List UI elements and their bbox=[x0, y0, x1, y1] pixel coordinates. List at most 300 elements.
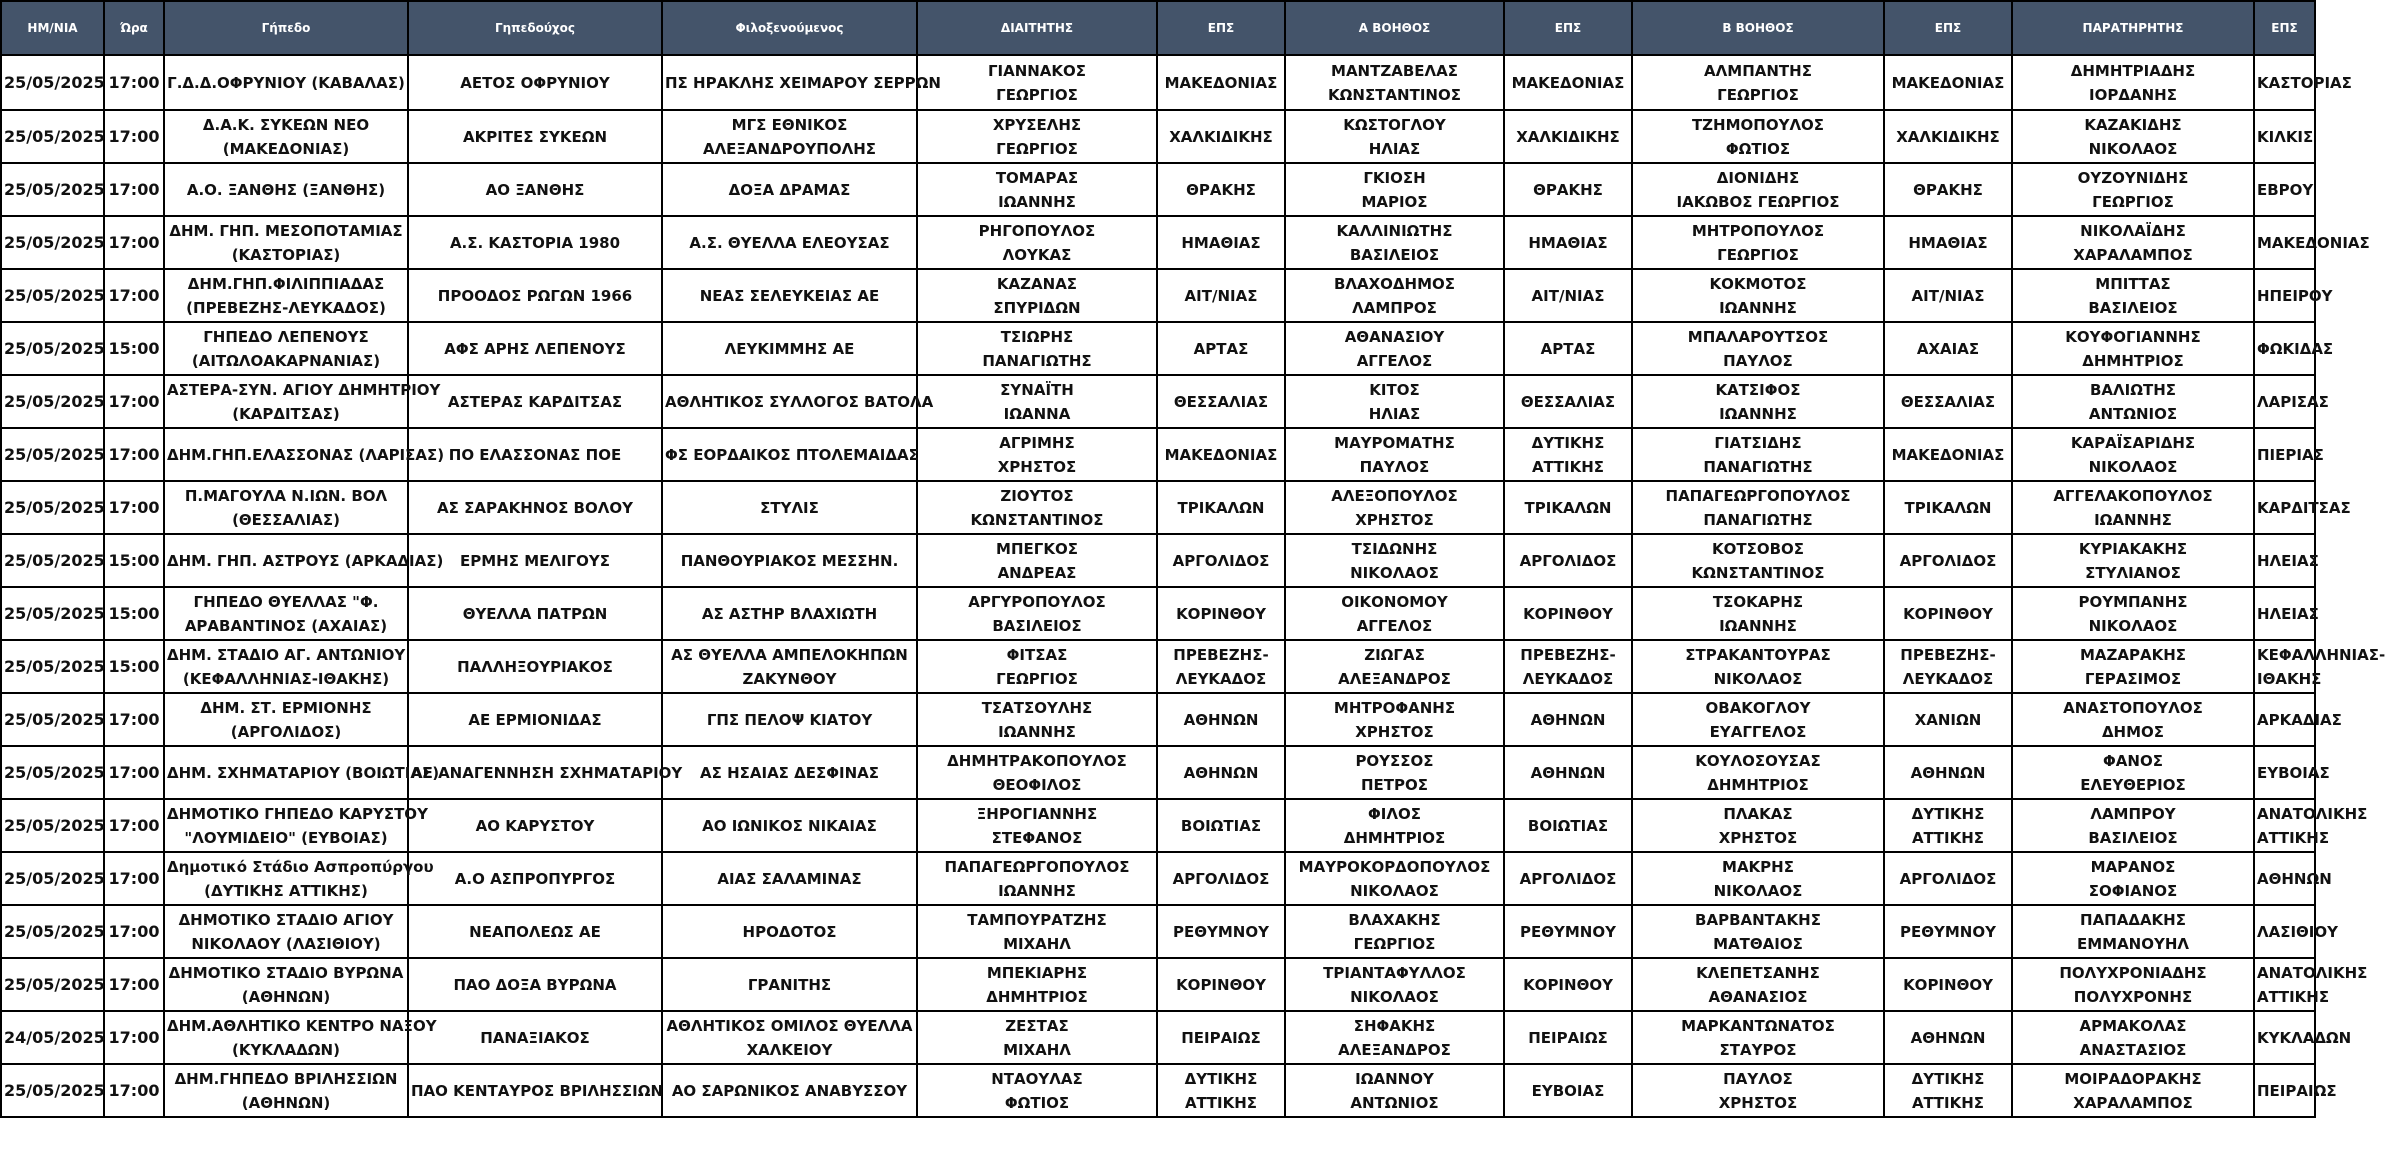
cell-referee bbox=[917, 428, 1157, 481]
cell-observer-eps bbox=[2254, 163, 2315, 216]
cell-line: ΓΕΩΡΓΙΟΣ bbox=[996, 669, 1078, 688]
cell-line: ΣΥΝΑΪΤΗ bbox=[1000, 380, 1074, 399]
cell-away-team bbox=[662, 958, 917, 1011]
cell-line: ΠΑΝΑΓΙΩΤΗΣ bbox=[1703, 510, 1813, 529]
cell-date: 25/05/2025 bbox=[1, 852, 104, 905]
cell-line: ΧΡΗΣΤΟΣ bbox=[1355, 722, 1434, 741]
cell-date: 25/05/2025 bbox=[1, 481, 104, 534]
cell-referee bbox=[917, 958, 1157, 1011]
cell-date: 25/05/2025 bbox=[1, 269, 104, 322]
cell-line: ΛΑΜΠΡΟΣ bbox=[1352, 298, 1437, 317]
cell-line: ΓΙΑΝΝΑΚΟΣ bbox=[987, 61, 1087, 80]
cell-line: ΠΡΕΒΕΖΗΣ- bbox=[1900, 645, 1996, 664]
cell-line: ΚΕΦΑΛΛΗΝΙΑΣ- bbox=[2257, 645, 2385, 664]
cell-referee bbox=[917, 1011, 1157, 1064]
cell-date: 24/05/2025 bbox=[1, 1011, 104, 1064]
cell-line: ΖΕΣΤΑΣ bbox=[1005, 1016, 1069, 1035]
cell-stadium bbox=[164, 1011, 437, 1064]
cell-time: 17:00 bbox=[104, 1064, 164, 1117]
cell-line: ΒΛΑΧΑΚΗΣ bbox=[1348, 910, 1441, 929]
cell-stadium bbox=[164, 534, 444, 587]
cell-referee-eps bbox=[1157, 693, 1285, 746]
cell-date: 25/05/2025 bbox=[1, 1064, 104, 1117]
cell-line: ΕΒΡΟΥ bbox=[2257, 180, 2314, 199]
cell-line: ΑΘΗΝΩΝ bbox=[1530, 763, 1606, 782]
cell-line: ΜΑΚΕΔΟΝΙΑΣ bbox=[1891, 73, 2005, 92]
cell-home-team bbox=[408, 799, 662, 852]
cell-assistant-b-eps bbox=[1884, 55, 2012, 110]
cell-line: ΘΕΣΣΑΛΙΑΣ bbox=[1173, 392, 1269, 411]
cell-observer bbox=[2012, 163, 2254, 216]
cell-line: ΕΥΑΓΓΕΛΟΣ bbox=[1709, 722, 1807, 741]
cell-referee bbox=[917, 693, 1157, 746]
cell-line: ΑΓΓΕΛΟΣ bbox=[1356, 616, 1433, 635]
cell-line: ΚΑΛΛΙΝΙΩΤΗΣ bbox=[1336, 221, 1453, 240]
cell-line: ΦΑΝΟΣ bbox=[2103, 751, 2163, 770]
cell-assistant-a bbox=[1285, 269, 1504, 322]
cell-line: ΝΙΚΟΛΑΟΣ bbox=[1713, 669, 1803, 688]
cell-assistant-b bbox=[1632, 587, 1884, 640]
cell-home-team bbox=[408, 587, 662, 640]
cell-line: ΔΗΜΟΣ bbox=[2101, 722, 2165, 741]
cell-line: ΝΙΚΟΛΑΟΣ bbox=[1713, 881, 1803, 900]
cell-assistant-a-eps bbox=[1504, 269, 1632, 322]
cell-line: Α.Ο. ΞΑΝΘΗΣ (ΞΑΝΘΗΣ) bbox=[186, 180, 386, 199]
cell-line: ΓΠΣ ΠΕΛΟΨ ΚΙΑΤΟΥ bbox=[706, 710, 873, 729]
cell-away-team bbox=[662, 640, 917, 693]
cell-line: ΚΑΡΔΙΤΣΑΣ bbox=[2257, 498, 2351, 517]
cell-line: ΔΗΜ. ΣΤΑΔΙΟ ΑΓ. ΑΝΤΩΝΙΟΥ bbox=[167, 645, 406, 664]
cell-line: ΑΡΓΟΛΙΔΟΣ bbox=[1899, 869, 1997, 888]
cell-assistant-a bbox=[1285, 110, 1504, 163]
cell-line: ΚΥΚΛΑΔΩΝ bbox=[2257, 1028, 2352, 1047]
cell-line: ΣΤΕΦΑΝΟΣ bbox=[991, 828, 1083, 847]
column-header-referee-eps: ΕΠΣ bbox=[1157, 1, 1285, 55]
cell-assistant-a bbox=[1285, 375, 1504, 428]
cell-line: ΑΘΗΝΩΝ bbox=[1910, 1028, 1986, 1047]
cell-line: ΓΕΩΡΓΙΟΣ bbox=[1353, 934, 1436, 953]
cell-line: ΚΑΤΣΙΦΟΣ bbox=[1715, 380, 1801, 399]
cell-time: 15:00 bbox=[104, 640, 164, 693]
cell-line: ΣΤΥΛΙΑΝΟΣ bbox=[2085, 563, 2181, 582]
cell-assistant-a-eps bbox=[1504, 1064, 1632, 1117]
cell-line: ΕΥΒΟΙΑΣ bbox=[1531, 1081, 1605, 1100]
cell-line: ΑΤΤΙΚΗΣ bbox=[1531, 457, 1605, 476]
cell-date: 25/05/2025 bbox=[1, 799, 104, 852]
cell-line: (ΚΑΣΤΟΡΙΑΣ) bbox=[231, 245, 341, 264]
cell-line: ΙΩΑΝΝΗΣ bbox=[1719, 404, 1797, 423]
cell-referee-eps bbox=[1157, 55, 1285, 110]
cell-line: ΑΕ ΑΝΑΓΕΝΝΗΣΗ ΣΧΗΜΑΤΑΡΙΟΥ bbox=[411, 763, 683, 782]
cell-line: ΑΣΤΕΡΑ-ΣΥΝ. ΑΓΙΟΥ ΔΗΜΗΤΡΙΟΥ bbox=[167, 380, 441, 399]
cell-date: 25/05/2025 bbox=[1, 428, 104, 481]
table-row bbox=[1, 587, 2315, 640]
cell-line: (ΚΥΚΛΑΔΩΝ) bbox=[232, 1040, 340, 1059]
cell-line: ΛΑΡΙΣΑΣ bbox=[2257, 392, 2329, 411]
cell-line: ΟΒΑΚΟΓΛΟΥ bbox=[1705, 698, 1811, 717]
cell-line: ΚΟΤΣΟΒΟΣ bbox=[1711, 539, 1805, 558]
cell-line: ΡΟΥΜΠΑΝΗΣ bbox=[2078, 592, 2188, 611]
cell-referee bbox=[917, 216, 1157, 269]
cell-line: ΔΗΜΟΤΙΚΟ ΣΤΑΔΙΟ ΑΓΙΟΥ bbox=[178, 910, 394, 929]
cell-referee-eps bbox=[1157, 322, 1285, 375]
cell-line: ΝΙΚΟΛΑΟΥ (ΛΑΣΙΘΙΟΥ) bbox=[191, 934, 381, 953]
cell-line: ΠΑΥΛΟΣ bbox=[1723, 351, 1793, 370]
cell-line: ΑΙΑΣ ΣΑΛΑΜΙΝΑΣ bbox=[717, 869, 862, 888]
header-row bbox=[1, 1, 2315, 55]
cell-line: ΚΑΣΤΟΡΙΑΣ bbox=[2257, 73, 2352, 92]
cell-line: ΝΙΚΟΛΑΟΣ bbox=[2088, 616, 2178, 635]
cell-observer-eps bbox=[2254, 322, 2334, 375]
cell-line: ΔΥΤΙΚΗΣ bbox=[1911, 1069, 1985, 1088]
cell-assistant-a bbox=[1285, 799, 1504, 852]
cell-referee bbox=[917, 1064, 1157, 1117]
cell-line: ΠΟΛΥΧΡΟΝΙΑΔΗΣ bbox=[2059, 963, 2207, 982]
cell-away-team bbox=[662, 852, 917, 905]
cell-line: ΝΕΑΣ ΣΕΛΕΥΚΕΙΑΣ ΑΕ bbox=[699, 286, 880, 305]
cell-line: ΠΕΤΡΟΣ bbox=[1360, 775, 1429, 794]
cell-assistant-a bbox=[1285, 587, 1504, 640]
cell-line: ΜΑΚΕΔΟΝΙΑΣ bbox=[1164, 73, 1278, 92]
cell-line: ΙΘΑΚΗΣ bbox=[2257, 669, 2322, 688]
cell-line: ΧΑΛΚΕΙΟΥ bbox=[746, 1040, 833, 1059]
cell-line: ΓΕΡΑΣΙΜΟΣ bbox=[2084, 669, 2182, 688]
cell-away-team bbox=[662, 905, 917, 958]
cell-line: ΝΙΚΟΛΑΟΣ bbox=[2088, 457, 2178, 476]
cell-date: 25/05/2025 bbox=[1, 958, 104, 1011]
cell-stadium bbox=[164, 110, 408, 163]
cell-line: ΑΡΓΟΛΙΔΟΣ bbox=[1519, 869, 1617, 888]
cell-line: ΑΚΡΙΤΕΣ ΣΥΚΕΩΝ bbox=[462, 127, 608, 146]
cell-line: ΔΗΜ.ΓΗΠΕΔΟ ΒΡΙΛΗΣΣΙΩΝ bbox=[174, 1069, 398, 1088]
cell-referee-eps bbox=[1157, 534, 1285, 587]
cell-line: ΑΣ ΘΥΕΛΛΑ ΑΜΠΕΛΟΚΗΠΩΝ bbox=[671, 645, 908, 664]
cell-stadium bbox=[164, 163, 408, 216]
cell-line: ΠΑΥΛΟΣ bbox=[1723, 1069, 1793, 1088]
cell-line: ΧΡΗΣΤΟΣ bbox=[1355, 510, 1434, 529]
table-row bbox=[1, 322, 2315, 375]
cell-line: ΑΝΤΩΝΙΟΣ bbox=[1350, 1093, 1439, 1112]
cell-line: ΒΟΙΩΤΙΑΣ bbox=[1180, 816, 1262, 835]
cell-line: ΒΑΣΙΛΕΙΟΣ bbox=[1349, 245, 1440, 264]
column-header-assistant-b-eps: ΕΠΣ bbox=[1884, 1, 2012, 55]
cell-date: 25/05/2025 bbox=[1, 587, 104, 640]
cell-referee bbox=[917, 852, 1157, 905]
cell-line: ΒΑΣΙΛΕΙΟΣ bbox=[2088, 298, 2178, 317]
cell-line: ΑΤΤΙΚΗΣ bbox=[1911, 1093, 1985, 1112]
cell-line: ΦΣ ΕΟΡΔΑΙΚΟΣ ΠΤΟΛΕΜΑΙΔΑΣ bbox=[665, 445, 919, 464]
cell-assistant-b bbox=[1632, 269, 1884, 322]
cell-line: ΔΗΜΗΤΡΙΟΣ bbox=[1343, 828, 1446, 847]
cell-line: ΠΣ ΗΡΑΚΛΗΣ ΧΕΙΜΑΡΟΥ ΣΕΡΡΩΝ bbox=[665, 73, 941, 92]
cell-line: ΜΠΙΤΤΑΣ bbox=[2095, 274, 2171, 293]
cell-line: ΛΕΥΚΑΔΟΣ bbox=[1175, 669, 1267, 688]
cell-assistant-b bbox=[1632, 905, 1884, 958]
cell-line: ΔΗΜΗΤΡΙΟΣ bbox=[986, 987, 1088, 1006]
cell-assistant-a bbox=[1285, 216, 1504, 269]
cell-line: ΝΕΑΠΟΛΕΩΣ ΑΕ bbox=[469, 922, 601, 941]
cell-away-team bbox=[662, 269, 917, 322]
cell-line: ΒΑΡΒΑΝΤΑΚΗΣ bbox=[1695, 910, 1821, 929]
cell-assistant-b-eps bbox=[1884, 428, 2012, 481]
cell-line: ΙΩΑΝΝΗΣ bbox=[1719, 298, 1797, 317]
cell-observer-eps bbox=[2254, 693, 2342, 746]
cell-assistant-b bbox=[1632, 375, 1884, 428]
cell-assistant-b bbox=[1632, 163, 1884, 216]
cell-line: ΣΟΦΙΑΝΟΣ bbox=[2088, 881, 2178, 900]
column-header-date: ΗΜ/ΝΙΑ bbox=[1, 1, 104, 55]
cell-assistant-b bbox=[1632, 958, 1884, 1011]
cell-line: ΠΟ ΕΛΑΣΣΟΝΑΣ ΠΟΕ bbox=[448, 445, 622, 464]
cell-referee bbox=[917, 375, 1157, 428]
cell-line: ΙΩΑΝΝΗΣ bbox=[998, 192, 1076, 211]
cell-line: ΜΑΡΙΟΣ bbox=[1361, 192, 1428, 211]
cell-line: ΑΛΜΠΑΝΤΗΣ bbox=[1704, 61, 1812, 80]
table-row bbox=[1, 1011, 2315, 1064]
cell-line: ΑΘΑΝΑΣΙΟΥ bbox=[1344, 327, 1445, 346]
cell-assistant-a bbox=[1285, 322, 1504, 375]
cell-line: ΕΥΒΟΙΑΣ bbox=[2257, 763, 2330, 782]
cell-line: ΚΟΚΜΟΤΟΣ bbox=[1709, 274, 1807, 293]
cell-line: ΧΡΗΣΤΟΣ bbox=[1718, 828, 1798, 847]
cell-line: ΡΕΘΥΜΝΟΥ bbox=[1173, 922, 1269, 941]
cell-assistant-a-eps bbox=[1504, 110, 1632, 163]
cell-assistant-b-eps bbox=[1884, 640, 2012, 693]
cell-observer-eps bbox=[2254, 481, 2351, 534]
cell-line: ΛΕΥΚΑΔΟΣ bbox=[1902, 669, 1994, 688]
table-row bbox=[1, 1064, 2315, 1117]
cell-line: ΠΑΠΑΓΕΩΡΓΟΠΟΥΛΟΣ bbox=[1665, 486, 1851, 505]
cell-date: 25/05/2025 bbox=[1, 905, 104, 958]
cell-stadium bbox=[164, 1064, 408, 1117]
cell-line: ΔΥΤΙΚΗΣ bbox=[1911, 804, 1985, 823]
cell-time: 17:00 bbox=[104, 481, 164, 534]
cell-observer bbox=[2012, 587, 2254, 640]
cell-line: ΦΙΤΣΑΣ bbox=[1006, 645, 1068, 664]
cell-line: ΔΥΤΙΚΗΣ bbox=[1531, 433, 1605, 452]
cell-line: ΠΕΙΡΑΙΩΣ bbox=[1181, 1028, 1261, 1047]
cell-stadium bbox=[164, 958, 408, 1011]
cell-line: ΤΡΙΚΑΛΩΝ bbox=[1524, 498, 1612, 517]
cell-line: ΕΜΜΑΝΟΥΗΛ bbox=[2076, 934, 2190, 953]
cell-line: ΜΑΡΑΝΟΣ bbox=[2090, 857, 2176, 876]
cell-line: ΜΠΕΚΙΑΡΗΣ bbox=[986, 963, 1088, 982]
cell-line: ΧΑΛΚΙΔΙΚΗΣ bbox=[1169, 127, 1273, 146]
cell-home-team bbox=[408, 852, 662, 905]
cell-away-team bbox=[662, 163, 917, 216]
cell-line: ΑΙΤ/ΝΙΑΣ bbox=[1911, 286, 1985, 305]
cell-observer-eps bbox=[2254, 55, 2352, 110]
cell-assistant-a-eps bbox=[1504, 375, 1632, 428]
cell-line: ΣΤΑΥΡΟΣ bbox=[1719, 1040, 1797, 1059]
cell-observer-eps bbox=[2254, 375, 2329, 428]
cell-line: ΔΙΟΝΙΔΗΣ bbox=[1716, 168, 1800, 187]
cell-line: ΗΜΑΘΙΑΣ bbox=[1528, 233, 1608, 252]
table-row bbox=[1, 693, 2315, 746]
cell-line: (ΑΘΗΝΩΝ) bbox=[241, 1093, 331, 1112]
cell-line: ΑΛΕΞΟΠΟΥΛΟΣ bbox=[1331, 486, 1458, 505]
cell-line: ΦΩΚΙΔΑΣ bbox=[2257, 339, 2334, 358]
cell-line: ΑΟ ΚΑΡΥΣΤΟΥ bbox=[475, 816, 595, 835]
cell-line: ΦΩΤΙΟΣ bbox=[1725, 139, 1791, 158]
cell-line: ΧΑΝΙΩΝ bbox=[1914, 710, 1982, 729]
cell-line: ΙΟΡΔΑΝΗΣ bbox=[2089, 85, 2177, 104]
table-row bbox=[1, 428, 2315, 481]
cell-time: 17:00 bbox=[104, 428, 164, 481]
cell-referee-eps bbox=[1157, 428, 1285, 481]
cell-line: ΑΡΜΑΚΟΛΑΣ bbox=[2079, 1016, 2187, 1035]
cell-assistant-a bbox=[1285, 534, 1504, 587]
cell-line: ΜΓΣ ΕΘΝΙΚΟΣ bbox=[731, 115, 848, 134]
cell-line: ΚΙΤΟΣ bbox=[1369, 380, 1420, 399]
cell-line: ΛΕΥΚΙΜΜΗΣ ΑΕ bbox=[724, 339, 855, 358]
cell-line: ΚΩΣΤΟΓΛΟΥ bbox=[1343, 115, 1446, 134]
cell-line: ΙΑΚΩΒΟΣ ΓΕΩΡΓΙΟΣ bbox=[1676, 192, 1840, 211]
cell-observer bbox=[2012, 852, 2254, 905]
cell-line: ΑΝΑΣΤΟΠΟΥΛΟΣ bbox=[2063, 698, 2203, 717]
cell-assistant-a bbox=[1285, 481, 1504, 534]
cell-observer bbox=[2012, 1011, 2254, 1064]
cell-line: ΕΛΕΥΘΕΡΙΟΣ bbox=[2080, 775, 2186, 794]
cell-observer bbox=[2012, 640, 2254, 693]
cell-assistant-b-eps bbox=[1884, 852, 2012, 905]
cell-time: 17:00 bbox=[104, 958, 164, 1011]
cell-time: 17:00 bbox=[104, 216, 164, 269]
cell-line: ΓΙΑΤΣΙΔΗΣ bbox=[1714, 433, 1802, 452]
cell-line: ΔΗΜ.ΓΗΠ.ΕΛΑΣΣΟΝΑΣ (ΛΑΡΙΣΑΣ) bbox=[167, 445, 445, 464]
cell-assistant-a-eps bbox=[1504, 958, 1632, 1011]
cell-observer-eps bbox=[2254, 587, 2319, 640]
cell-observer bbox=[2012, 216, 2254, 269]
cell-line: ΓΕΩΡΓΙΟΣ bbox=[996, 139, 1078, 158]
cell-line: ΑΘΗΝΩΝ bbox=[1530, 710, 1606, 729]
cell-line: ΑΘΗΝΩΝ bbox=[1183, 763, 1259, 782]
cell-home-team bbox=[408, 163, 662, 216]
cell-assistant-b bbox=[1632, 693, 1884, 746]
cell-line: ΤΣΟΚΑΡΗΣ bbox=[1712, 592, 1804, 611]
cell-line: (ΠΡΕΒΕΖΗΣ-ΛΕΥΚΑΔΟΣ) bbox=[186, 298, 386, 317]
table-row bbox=[1, 534, 2315, 587]
cell-assistant-a bbox=[1285, 640, 1504, 693]
cell-referee bbox=[917, 746, 1157, 799]
cell-line: ΔΗΜΗΤΡΙΟΣ bbox=[1707, 775, 1809, 794]
cell-line: ΖΙΩΓΑΣ bbox=[1364, 645, 1425, 664]
cell-referee-eps bbox=[1157, 958, 1285, 1011]
cell-line: ΜΑΚΕΔΟΝΙΑΣ bbox=[1891, 445, 2005, 464]
cell-line: ΚΙΛΚΙΣ bbox=[2257, 127, 2314, 146]
cell-assistant-a bbox=[1285, 958, 1504, 1011]
cell-line: ΜΠΕΓΚΟΣ bbox=[996, 539, 1078, 558]
cell-home-team bbox=[408, 216, 662, 269]
cell-assistant-a-eps bbox=[1504, 322, 1632, 375]
cell-line: ΑΤΤΙΚΗΣ bbox=[2257, 828, 2330, 847]
cell-assistant-a-eps bbox=[1504, 905, 1632, 958]
cell-referee bbox=[917, 481, 1157, 534]
cell-assistant-b bbox=[1632, 640, 1884, 693]
cell-date: 25/05/2025 bbox=[1, 55, 104, 110]
cell-line: ΣΗΦΑΚΗΣ bbox=[1353, 1016, 1436, 1035]
column-header-assistant-b: Β ΒΟΗΘΟΣ bbox=[1632, 1, 1884, 55]
cell-referee bbox=[917, 799, 1157, 852]
cell-assistant-b-eps bbox=[1884, 110, 2012, 163]
table-row bbox=[1, 746, 2315, 799]
cell-line: ΑΟ ΙΩΝΙΚΟΣ ΝΙΚΑΙΑΣ bbox=[702, 816, 877, 835]
cell-referee-eps bbox=[1157, 852, 1285, 905]
cell-assistant-b bbox=[1632, 428, 1884, 481]
cell-line: ΠΛΑΚΑΣ bbox=[1723, 804, 1793, 823]
cell-referee-eps bbox=[1157, 110, 1285, 163]
cell-home-team bbox=[408, 534, 662, 587]
cell-assistant-a bbox=[1285, 55, 1504, 110]
cell-line: ΦΩΤΙΟΣ bbox=[1004, 1093, 1070, 1112]
cell-observer bbox=[2012, 269, 2254, 322]
column-header-referee: ΔΙΑΙΤΗΤΗΣ bbox=[917, 1, 1157, 55]
cell-line: ΜΑΤΘΑΙΟΣ bbox=[1713, 934, 1803, 953]
cell-referee-eps bbox=[1157, 746, 1285, 799]
cell-observer-eps bbox=[2254, 746, 2330, 799]
cell-date: 25/05/2025 bbox=[1, 322, 104, 375]
cell-home-team bbox=[408, 110, 662, 163]
cell-observer-eps bbox=[2254, 852, 2332, 905]
cell-home-team bbox=[408, 746, 683, 799]
cell-line: ΑΝΔΡΕΑΣ bbox=[997, 563, 1077, 582]
cell-line: ΚΟΡΙΝΘΟΥ bbox=[1903, 604, 1993, 623]
cell-line: ΔΗΜ.ΓΗΠ.ΦΙΛΙΠΠΙΑΔΑΣ bbox=[187, 274, 385, 293]
cell-assistant-a-eps bbox=[1504, 481, 1632, 534]
cell-line: ΧΑΡΑΛΑΜΠΟΣ bbox=[2073, 1093, 2193, 1112]
cell-line: ΡΕΘΥΜΝΟΥ bbox=[1900, 922, 1996, 941]
cell-line: ΑΣ ΑΣΤΗΡ ΒΛΑΧΙΩΤΗ bbox=[701, 604, 878, 623]
cell-referee-eps bbox=[1157, 1011, 1285, 1064]
cell-line: ΔΗΜΗΤΡΙΑΔΗΣ bbox=[2070, 61, 2196, 80]
cell-home-team bbox=[408, 428, 662, 481]
cell-time: 17:00 bbox=[104, 693, 164, 746]
cell-away-team bbox=[662, 428, 917, 481]
column-header-assistant-a: Α ΒΟΗΘΟΣ bbox=[1285, 1, 1504, 55]
cell-line: ΡΟΥΣΣΟΣ bbox=[1355, 751, 1434, 770]
cell-line: ΑΙΤ/ΝΙΑΣ bbox=[1184, 286, 1258, 305]
cell-home-team bbox=[408, 905, 662, 958]
cell-line: ΒΛΑΧΟΔΗΜΟΣ bbox=[1333, 274, 1456, 293]
cell-assistant-b bbox=[1632, 216, 1884, 269]
cell-line: ΡΕΘΥΜΝΟΥ bbox=[1520, 922, 1616, 941]
cell-line: ΖΙΟΥΤΟΣ bbox=[1000, 486, 1074, 505]
table-row bbox=[1, 269, 2315, 322]
cell-line: ΙΩΑΝΝΗΣ bbox=[998, 881, 1076, 900]
cell-line: ΒΟΙΩΤΙΑΣ bbox=[1527, 816, 1609, 835]
cell-observer-eps bbox=[2254, 799, 2368, 852]
cell-line: ΚΟΡΙΝΘΟΥ bbox=[1523, 604, 1613, 623]
cell-line: ΜΑΡΚΑΝΤΩΝΑΤΟΣ bbox=[1681, 1016, 1835, 1035]
cell-home-team bbox=[408, 693, 662, 746]
cell-line: ΑΓΡΙΜΗΣ bbox=[999, 433, 1075, 452]
cell-line: ΘΡΑΚΗΣ bbox=[1913, 180, 1983, 199]
cell-time: 17:00 bbox=[104, 799, 164, 852]
cell-assistant-b-eps bbox=[1884, 375, 2012, 428]
cell-line: ΘΡΑΚΗΣ bbox=[1186, 180, 1256, 199]
cell-observer-eps bbox=[2254, 640, 2385, 693]
cell-stadium bbox=[164, 905, 408, 958]
cell-time: 17:00 bbox=[104, 269, 164, 322]
cell-line: ΠΑΠΑΓΕΩΡΓΟΠΟΥΛΟΣ bbox=[944, 857, 1130, 876]
cell-assistant-b bbox=[1632, 322, 1884, 375]
cell-line: ΑΘΗΝΩΝ bbox=[2257, 869, 2332, 888]
cell-away-team bbox=[662, 693, 917, 746]
cell-line: ΑΡΚΑΔΙΑΣ bbox=[2257, 710, 2342, 729]
cell-line: ΗΜΑΘΙΑΣ bbox=[1181, 233, 1261, 252]
cell-line: ΠΕΙΡΑΙΩΣ bbox=[1528, 1028, 1608, 1047]
cell-away-team bbox=[662, 481, 917, 534]
